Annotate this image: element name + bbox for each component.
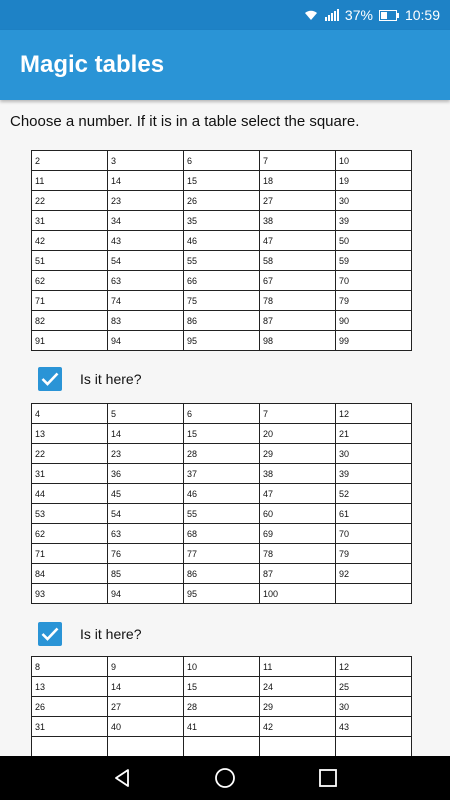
table-cell: 13 <box>32 677 108 697</box>
table-row <box>32 444 412 464</box>
table-cell: 91 <box>32 331 108 351</box>
table-cell: 58 <box>260 251 336 271</box>
table-cell: 62 <box>32 524 108 544</box>
table-row <box>32 464 412 484</box>
table-cell: 51 <box>32 251 108 271</box>
table-cell: 70 <box>336 524 412 544</box>
table-cell: 52 <box>336 484 412 504</box>
table-cell: 14 <box>108 424 184 444</box>
table-cell: 35 <box>184 211 260 231</box>
table-row <box>32 677 412 697</box>
table-cell: 27 <box>108 697 184 717</box>
table-cell: 79 <box>336 544 412 564</box>
table-cell: 28 <box>184 444 260 464</box>
table-cell: 76 <box>108 544 184 564</box>
table-cell: 84 <box>32 564 108 584</box>
table-cell: 34 <box>108 211 184 231</box>
table-cell: 54 <box>108 251 184 271</box>
table-cell: 3 <box>108 151 184 171</box>
table-cell: 11 <box>260 657 336 677</box>
magic-table-3-block <box>31 656 413 756</box>
table-row <box>32 311 412 331</box>
table-cell: 90 <box>336 311 412 331</box>
table-cell: 98 <box>260 331 336 351</box>
table-cell: 42 <box>260 717 336 737</box>
table-cell: 38 <box>260 464 336 484</box>
table-cell: 2 <box>32 151 108 171</box>
check-row-2[interactable] <box>38 622 141 646</box>
magic-table-2-block <box>31 403 413 604</box>
table-cell: 20 <box>260 424 336 444</box>
table-cell: 10 <box>184 657 260 677</box>
table-row <box>32 697 412 717</box>
magic-table-3 <box>31 656 412 756</box>
table-cell: 68 <box>184 524 260 544</box>
table-row <box>32 737 412 757</box>
table-cell: 12 <box>336 404 412 424</box>
check-label-2: Is it here? <box>80 626 142 642</box>
table-cell: 15 <box>184 171 260 191</box>
table-row <box>32 504 412 524</box>
table-cell: 26 <box>184 191 260 211</box>
table-cell: 14 <box>108 171 184 191</box>
table-cell: 27 <box>260 191 336 211</box>
table-cell: 21 <box>336 424 412 444</box>
table-cell: 59 <box>336 251 412 271</box>
table-cell: 38 <box>260 211 336 231</box>
table-cell: 77 <box>184 544 260 564</box>
table-cell: 36 <box>108 464 184 484</box>
home-icon[interactable] <box>210 763 240 793</box>
table-cell: 67 <box>260 271 336 291</box>
table-row <box>32 151 412 171</box>
clock: 10:59 <box>404 7 440 23</box>
table-row <box>32 564 412 584</box>
check-row-1[interactable] <box>38 367 141 391</box>
back-icon[interactable] <box>107 763 137 793</box>
table-cell: 6 <box>184 404 260 424</box>
table-cell: 63 <box>108 271 184 291</box>
table-cell: 54 <box>108 504 184 524</box>
table-cell: 95 <box>184 584 260 604</box>
table-cell: 66 <box>184 271 260 291</box>
table-cell: 99 <box>336 331 412 351</box>
table-cell: 63 <box>108 524 184 544</box>
table-cell: 29 <box>260 697 336 717</box>
table-cell: 37 <box>184 464 260 484</box>
checkbox-2[interactable] <box>38 622 62 646</box>
table-cell: 74 <box>108 291 184 311</box>
magic-table-1-block <box>31 150 413 351</box>
table-cell: 19 <box>336 171 412 191</box>
table-cell: 12 <box>336 657 412 677</box>
table-cell: 15 <box>184 424 260 444</box>
table-cell: 93 <box>32 584 108 604</box>
table-cell: 70 <box>336 271 412 291</box>
table-row <box>32 251 412 271</box>
table-cell: 94 <box>108 331 184 351</box>
table-cell: 100 <box>260 584 336 604</box>
table-cell: 62 <box>32 271 108 291</box>
app-title: Magic tables <box>20 51 165 78</box>
content-scroll-area[interactable] <box>0 148 450 756</box>
table-cell: 83 <box>108 311 184 331</box>
table-cell: 30 <box>336 697 412 717</box>
table-cell: 7 <box>260 404 336 424</box>
navigation-bar <box>0 756 450 800</box>
table-cell: 71 <box>32 544 108 564</box>
table-cell: 86 <box>184 311 260 331</box>
table-cell: 31 <box>32 464 108 484</box>
table-cell: 46 <box>184 484 260 504</box>
check-label-1: Is it here? <box>80 371 142 387</box>
table-cell <box>260 737 336 757</box>
table-cell: 78 <box>260 291 336 311</box>
table-cell: 29 <box>260 444 336 464</box>
magic-table-1 <box>31 150 412 351</box>
table-cell: 42 <box>32 231 108 251</box>
table-cell: 92 <box>336 564 412 584</box>
table-cell: 60 <box>260 504 336 524</box>
table-cell: 22 <box>32 444 108 464</box>
table-cell: 39 <box>336 464 412 484</box>
table-cell: 31 <box>32 211 108 231</box>
table-cell <box>336 584 412 604</box>
table-cell: 11 <box>32 171 108 191</box>
wifi-icon <box>303 9 319 21</box>
table-row <box>32 657 412 677</box>
table-cell: 45 <box>108 484 184 504</box>
table-cell <box>108 737 184 757</box>
table-row <box>32 171 412 191</box>
table-cell: 75 <box>184 291 260 311</box>
table-cell: 23 <box>108 191 184 211</box>
table-cell: 87 <box>260 564 336 584</box>
table-cell: 95 <box>184 331 260 351</box>
table-row <box>32 331 412 351</box>
table-cell: 39 <box>336 211 412 231</box>
table-cell: 9 <box>108 657 184 677</box>
table-cell: 5 <box>108 404 184 424</box>
table-row <box>32 544 412 564</box>
magic-table-2 <box>31 403 412 604</box>
table-cell: 79 <box>336 291 412 311</box>
table-cell: 71 <box>32 291 108 311</box>
table-cell: 15 <box>184 677 260 697</box>
battery-percent: 37% <box>344 7 373 23</box>
table-cell: 31 <box>32 717 108 737</box>
table-cell: 86 <box>184 564 260 584</box>
table-cell: 30 <box>336 191 412 211</box>
table-row <box>32 404 412 424</box>
table-cell <box>184 737 260 757</box>
table-row <box>32 717 412 737</box>
table-cell: 53 <box>32 504 108 524</box>
table-cell: 8 <box>32 657 108 677</box>
table-row <box>32 524 412 544</box>
table-row <box>32 231 412 251</box>
table-cell: 47 <box>260 231 336 251</box>
table-cell: 41 <box>184 717 260 737</box>
table-cell: 40 <box>108 717 184 737</box>
table-cell: 23 <box>108 444 184 464</box>
table-cell <box>32 737 108 757</box>
table-cell: 13 <box>32 424 108 444</box>
table-cell: 46 <box>184 231 260 251</box>
table-cell: 82 <box>32 311 108 331</box>
table-cell: 24 <box>260 677 336 697</box>
table-cell: 50 <box>336 231 412 251</box>
table-cell: 69 <box>260 524 336 544</box>
table-cell: 94 <box>108 584 184 604</box>
app-bar <box>0 30 450 100</box>
table-cell: 61 <box>336 504 412 524</box>
table-row <box>32 191 412 211</box>
table-cell: 28 <box>184 697 260 717</box>
table-cell: 47 <box>260 484 336 504</box>
table-cell: 43 <box>108 231 184 251</box>
recents-icon[interactable] <box>313 763 343 793</box>
table-cell: 44 <box>32 484 108 504</box>
table-row <box>32 291 412 311</box>
status-bar <box>0 0 450 30</box>
table-cell <box>336 737 412 757</box>
table-cell: 4 <box>32 404 108 424</box>
table-cell: 22 <box>32 191 108 211</box>
table-row <box>32 271 412 291</box>
table-row <box>32 424 412 444</box>
checkbox-1[interactable] <box>38 367 62 391</box>
table-cell: 43 <box>336 717 412 737</box>
battery-icon <box>379 10 399 21</box>
table-cell: 26 <box>32 697 108 717</box>
table-cell: 25 <box>336 677 412 697</box>
table-cell: 18 <box>260 171 336 191</box>
instruction-text: Choose a number. If it is in a table select the square. <box>10 113 360 130</box>
check-icon <box>41 372 59 386</box>
table-row <box>32 211 412 231</box>
table-cell: 55 <box>184 251 260 271</box>
table-cell: 6 <box>184 151 260 171</box>
table-cell: 7 <box>260 151 336 171</box>
table-cell: 14 <box>108 677 184 697</box>
check-icon <box>41 627 59 641</box>
table-cell: 78 <box>260 544 336 564</box>
table-cell: 85 <box>108 564 184 584</box>
table-cell: 87 <box>260 311 336 331</box>
signal-icon <box>325 9 339 21</box>
table-cell: 30 <box>336 444 412 464</box>
table-cell: 55 <box>184 504 260 524</box>
table-cell: 10 <box>336 151 412 171</box>
table-row <box>32 584 412 604</box>
table-row <box>32 484 412 504</box>
